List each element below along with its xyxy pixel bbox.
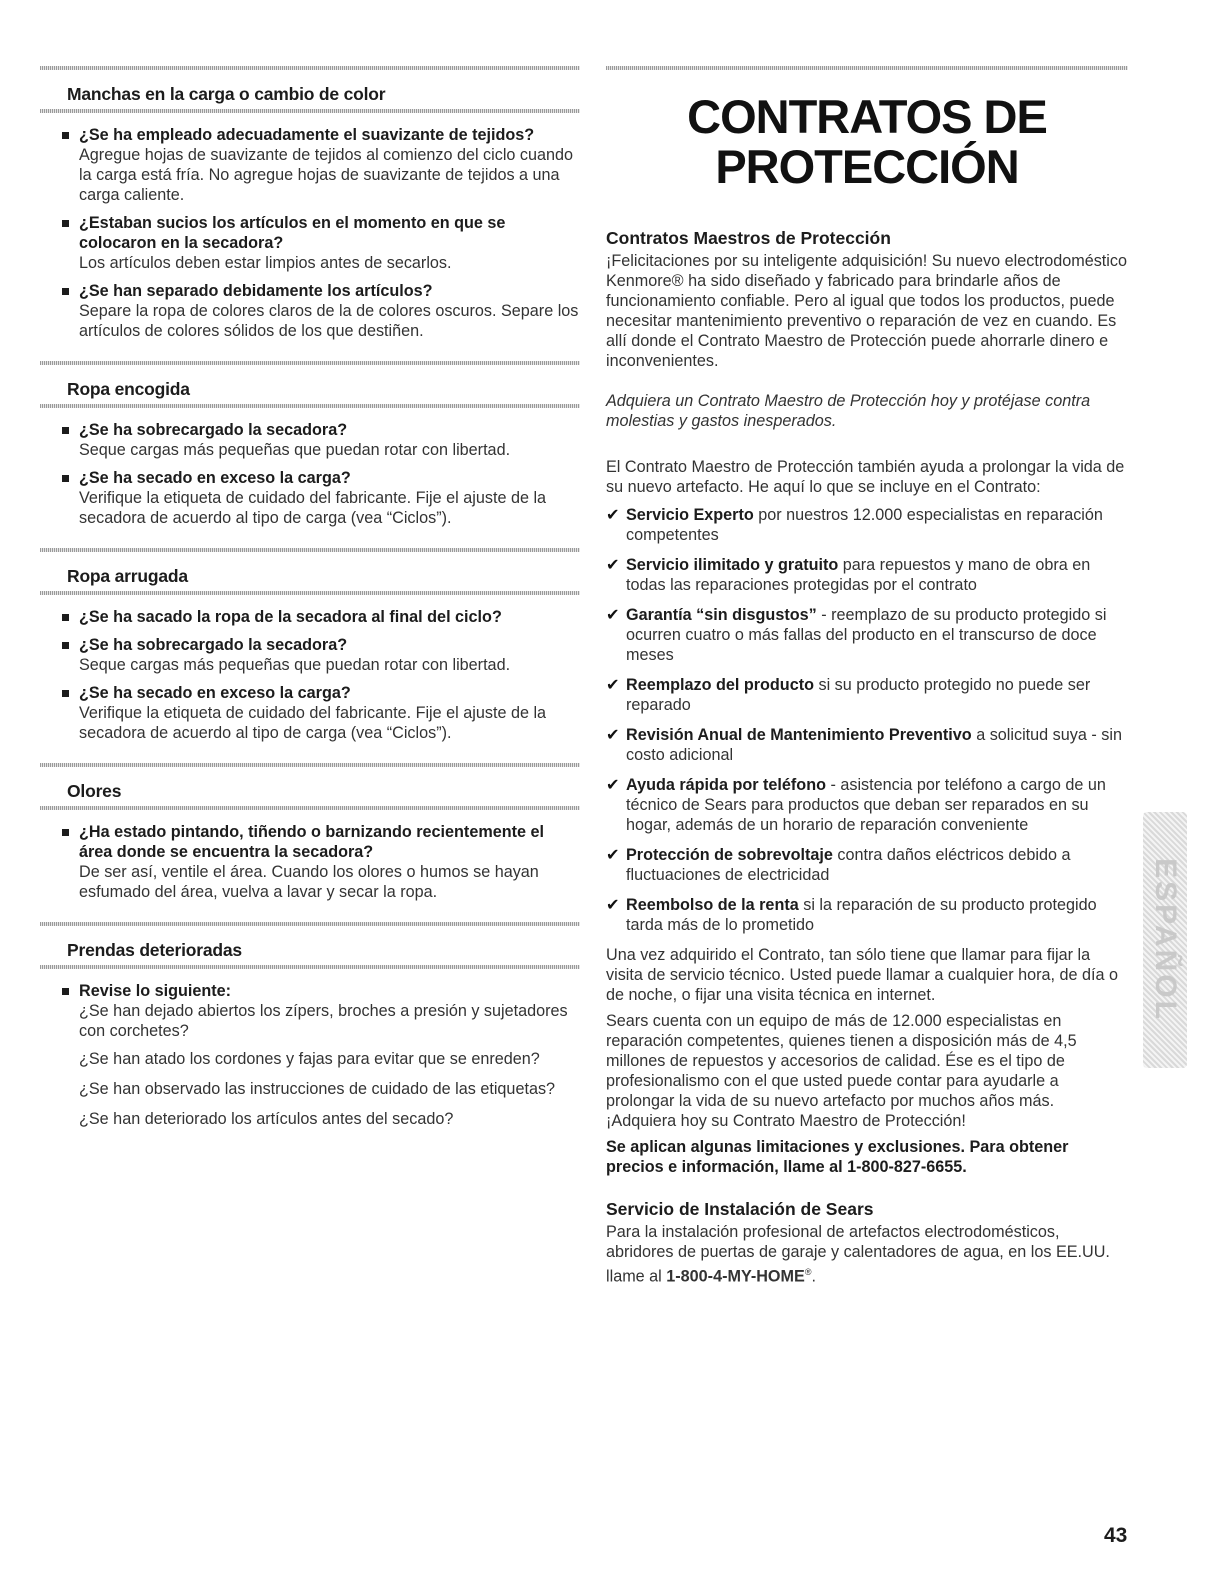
list-item bbox=[40, 468, 580, 528]
bullet-icon bbox=[62, 475, 69, 482]
check-icon: ✔ bbox=[606, 506, 620, 524]
check-question: ¿Se han observado las instrucciones de cuidado de las etiquetas? bbox=[79, 1080, 556, 1098]
installation-phone: 1-800-4-MY-HOME bbox=[666, 1267, 805, 1286]
question: ¿Se ha empleado adecuadamente el suavizante de tejidos? bbox=[79, 126, 535, 144]
installation-end: . bbox=[811, 1267, 816, 1286]
benefit-item bbox=[606, 775, 1128, 835]
answer: Verifique la etiqueta de cuidado del fabricante. Fije el ajuste de la secadora de acuerdo al tipo de carga (vea “Ciclos”). bbox=[79, 704, 547, 742]
bullet-icon bbox=[62, 220, 69, 227]
subheading-installation: Servicio de Instalación de Sears bbox=[606, 1199, 874, 1219]
answer: Verifique la etiqueta de cuidado del fabricante. Fije el ajuste de la secadora de acuerdo al tipo de carga (vea “Ciclos”). bbox=[79, 489, 547, 527]
bullet-icon bbox=[62, 829, 69, 836]
benefits-list bbox=[606, 505, 1128, 935]
bullet-icon bbox=[62, 288, 69, 295]
answer: ¿Se han dejado abiertos los zípers, broches a presión y sujetadores con corchetes? bbox=[79, 1002, 568, 1040]
list-item bbox=[40, 420, 580, 460]
check-icon: ✔ bbox=[606, 896, 620, 914]
benefit-item bbox=[606, 895, 1128, 935]
bullet-icon bbox=[62, 690, 69, 697]
subheading-master-contracts: Contratos Maestros de Protección bbox=[606, 228, 891, 248]
bullet-icon bbox=[62, 642, 69, 649]
benefit-keyword: Protección de sobrevoltaje bbox=[626, 846, 833, 864]
section-shrunk bbox=[40, 361, 580, 528]
list-item bbox=[40, 607, 580, 627]
benefit-item bbox=[606, 725, 1128, 765]
installation-text: Para la instalación profesional de artefactos electrodomésticos, abridores de puertas de garaje y calentadores de agua, en los EE.UU. llame al bbox=[606, 1223, 1110, 1286]
question: ¿Se han separado debidamente los artículos? bbox=[79, 282, 433, 300]
list-item bbox=[40, 281, 580, 341]
benefit-text: - asistencia por teléfono a cargo de un técnico de Sears para productos que deban ser reparados en su hogar, además de un horario de reparación conveniente bbox=[626, 776, 1106, 834]
registered-mark: ® bbox=[804, 1267, 812, 1277]
answer: Agregue hojas de suavizante de tejidos al comienzo del ciclo cuando la carga está fría. No agregue hojas de suavizante de tejidos a una carga caliente. bbox=[79, 146, 574, 204]
language-tab-label: ESPAÑOL bbox=[1149, 858, 1182, 1022]
bullet-icon bbox=[62, 614, 69, 621]
page-number: 43 bbox=[1104, 1524, 1128, 1547]
check-icon: ✔ bbox=[606, 606, 620, 624]
list-item bbox=[40, 822, 580, 902]
title-line-1: CONTRATOS DE bbox=[687, 90, 1047, 143]
question: ¿Se ha sobrecargado la secadora? bbox=[79, 636, 348, 654]
list-item bbox=[40, 981, 580, 1041]
benefit-text: a solicitud suya - sin costo adicional bbox=[626, 726, 1122, 764]
section-heading: Olores bbox=[67, 781, 122, 801]
benefit-keyword: Servicio ilimitado y gratuito bbox=[626, 556, 839, 574]
divider bbox=[40, 404, 580, 408]
installation-paragraph bbox=[606, 1222, 1128, 1286]
divider bbox=[40, 109, 580, 113]
list-item bbox=[40, 683, 580, 743]
left-column bbox=[40, 66, 580, 1149]
section-heading: Manchas en la carga o cambio de color bbox=[67, 84, 386, 104]
italic-paragraph: Adquiera un Contrato Maestro de Protección hoy y protéjase contra molestias y gastos inesperados. bbox=[606, 392, 1091, 430]
title-line-2: PROTECCIÓN bbox=[715, 140, 1019, 193]
list-item bbox=[40, 635, 580, 675]
benefit-text: contra daños eléctricos debido a fluctuaciones de electricidad bbox=[626, 846, 1071, 884]
right-column bbox=[606, 66, 1128, 1286]
question: ¿Ha estado pintando, tiñendo o barnizando recientemente el área donde se encuentra la secadora? bbox=[79, 823, 544, 861]
divider bbox=[40, 591, 580, 595]
benefit-text: para repuestos y mano de obra en todas las reparaciones protegidas por el contrato bbox=[626, 556, 1091, 594]
includes-paragraph: El Contrato Maestro de Protección también ayuda a prolongar la vida de su nuevo artefacto. He aquí lo que se incluye en el Contrato: bbox=[606, 458, 1125, 496]
check-icon: ✔ bbox=[606, 846, 620, 864]
bullet-icon bbox=[62, 132, 69, 139]
question: Revise lo siguiente: bbox=[79, 982, 232, 1000]
section-heading: Prendas deterioradas bbox=[67, 940, 242, 960]
benefit-item bbox=[606, 845, 1128, 885]
benefit-text: por nuestros 12.000 especialistas en reparación competentes bbox=[626, 506, 1103, 544]
check-icon: ✔ bbox=[606, 726, 620, 744]
benefit-item bbox=[606, 605, 1128, 665]
answer: Los artículos deben estar limpios antes de secarlos. bbox=[79, 254, 452, 272]
after-paragraph-1: Una vez adquirido el Contrato, tan sólo tiene que llamar para fijar la visita de servicio técnico. Usted puede llamar a cualquier hora, de día o de noche, o fijar una visita técnica en internet. bbox=[606, 946, 1118, 1004]
section-wrinkled bbox=[40, 548, 580, 743]
answer: De ser así, ventile el área. Cuando los olores o humos se hayan esfumado del área, vuelva a lavar y secar la ropa. bbox=[79, 863, 539, 901]
check-icon: ✔ bbox=[606, 556, 620, 574]
question: ¿Se ha sacado la ropa de la secadora al final del ciclo? bbox=[79, 608, 502, 626]
intro-paragraph: ¡Felicitaciones por su inteligente adquisición! Su nuevo electrodoméstico Kenmore® ha sido diseñado y fabricado para brindarle años de funcionamiento confiable. Pero al igual que todos los productos, puede necesitar mantenimiento preventivo o reparación de vez en cuando. Es allí donde el Contrato Maestro de Protección puede ahorrarle dinero e inconvenientes. bbox=[606, 252, 1127, 370]
benefit-keyword: Garantía “sin disgustos” bbox=[626, 606, 817, 624]
divider bbox=[606, 66, 1128, 70]
benefit-text: - reemplazo de su producto protegido si ocurren cuatro o más fallas del producto en el transcurso de doce meses bbox=[626, 606, 1107, 664]
benefit-text: si la reparación de su producto protegido tarda más de lo prometido bbox=[626, 896, 1097, 934]
question: ¿Estaban sucios los artículos en el momento en que se colocaron en la secadora? bbox=[79, 214, 506, 252]
limitations-note: Se aplican algunas limitaciones y exclusiones. Para obtener precios e información, llame al 1-800-827-6655. bbox=[606, 1138, 1069, 1176]
bullet-icon bbox=[62, 427, 69, 434]
benefit-item bbox=[606, 505, 1128, 545]
question: ¿Se ha secado en exceso la carga? bbox=[79, 684, 351, 702]
section-odors bbox=[40, 763, 580, 902]
divider bbox=[40, 965, 580, 969]
section-heading: Ropa arrugada bbox=[67, 566, 188, 586]
section-damaged bbox=[40, 922, 580, 1129]
list-item bbox=[40, 213, 580, 273]
benefit-text: si su producto protegido no puede ser reparado bbox=[626, 676, 1091, 714]
answer: Separe la ropa de colores claros de la de colores oscuros. Separe los artículos de colores sólidos de los que destiñen. bbox=[79, 302, 579, 340]
benefit-keyword: Reemplazo del producto bbox=[626, 676, 814, 694]
answer: Seque cargas más pequeñas que puedan rotar con libertad. bbox=[79, 656, 511, 674]
answer: Seque cargas más pequeñas que puedan rotar con libertad. bbox=[79, 441, 511, 459]
section-stains bbox=[40, 66, 580, 341]
bullet-icon bbox=[62, 988, 69, 995]
question: ¿Se ha sobrecargado la secadora? bbox=[79, 421, 348, 439]
check-icon: ✔ bbox=[606, 676, 620, 694]
question: ¿Se ha secado en exceso la carga? bbox=[79, 469, 351, 487]
language-side-tab bbox=[1143, 812, 1187, 1068]
check-icon: ✔ bbox=[606, 776, 620, 794]
benefit-keyword: Reembolso de la renta bbox=[626, 896, 799, 914]
benefit-item bbox=[606, 555, 1128, 595]
benefit-keyword: Revisión Anual de Mantenimiento Preventivo bbox=[626, 726, 972, 744]
section-heading: Ropa encogida bbox=[67, 379, 190, 399]
page-title bbox=[606, 92, 1128, 192]
divider bbox=[40, 806, 580, 810]
after-paragraph-2: Sears cuenta con un equipo de más de 12.000 especialistas en reparación competentes, quienes tienen a disposición más de 4,5 millones de repuestos y accesorios de calidad. Ése es el tipo de profesionalismo con el que usted puede contar para ayudarle a prolongar la vida de su nuevo artefacto por muchos años más. ¡Adquiera hoy su Contrato Maestro de Protección! bbox=[606, 1012, 1077, 1130]
benefit-keyword: Servicio Experto bbox=[626, 506, 754, 524]
check-question: ¿Se han atado los cordones y fajas para evitar que se enreden? bbox=[79, 1050, 540, 1068]
benefit-item bbox=[606, 675, 1128, 715]
list-item bbox=[40, 125, 580, 205]
check-question: ¿Se han deteriorado los artículos antes del secado? bbox=[79, 1110, 454, 1128]
benefit-keyword: Ayuda rápida por teléfono bbox=[626, 776, 826, 794]
